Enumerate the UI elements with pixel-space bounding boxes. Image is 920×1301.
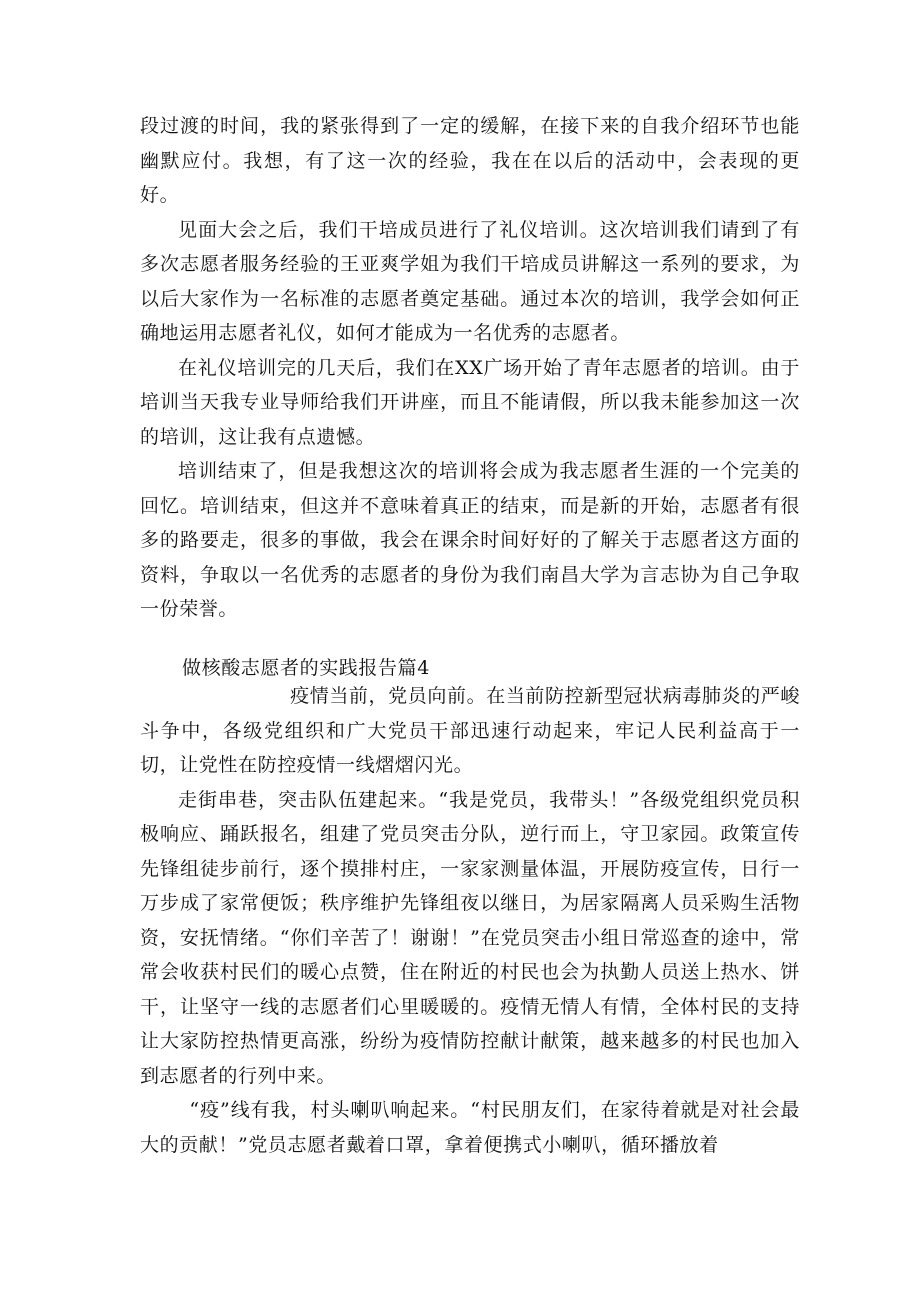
text-block-bottom bbox=[140, 679, 800, 1162]
text-block-top bbox=[140, 109, 800, 627]
paragraph: 培训结束了，但是我想这次的培训将会成为我志愿者生涯的一个完美的回忆。培训结束，但这并不意味着真正的结束，而是新的开始，志愿者有很多的路要走，很多的事做，我会在课余时间好好的了解关于志愿者这方面的资料，争取以一名优秀的志愿者的身份为我们南昌大学为言志协为自己争取一份荣誉。 bbox=[140, 460, 800, 620]
paragraph: 疫情当前，党员向前。在当前防控新型冠状病毒肺炎的严峻斗争中，各级党组织和广大党员干部迅速行动起来，牢记人民利益高于一切，让党性在防控疫情一线熠熠闪光。 bbox=[140, 685, 800, 776]
paragraph: 见面大会之后，我们干培成员进行了礼仪培训。这次培训我们请到了有多次志愿者服务经验的王亚爽学姐为我们干培成员讲解这一系列的要求，为以后大家作为一名标准的志愿者奠定基础。通过本次的培训，我学会如何正确地运用志愿者礼仪，如何才能成为一名优秀的志愿者。 bbox=[140, 218, 800, 344]
paragraph: 在礼仪培训完的几天后，我们在XX广场开始了青年志愿者的培训。由于培训当天我专业导师给我们开讲座，而且不能请假，所以我未能参加这一次的培训，这让我有点遗憾。 bbox=[140, 356, 800, 448]
paragraph: “疫”线有我，村头喇叭响起来。“村民朋友们，在家待着就是对社会最大的贡献！”党员志愿者戴着口罩，拿着便携式小喇叭，循环播放着 bbox=[140, 1099, 800, 1156]
section-heading: 做核酸志愿者的实践报告篇4 bbox=[182, 657, 430, 679]
paragraph: 走街串巷，突击队伍建起来。“我是党员，我带头！”各级党组织党员积极响应、踊跃报名，组建了党员突击分队，逆行而上，守卫家园。政策宣传先锋组徒步前行，逐个摸排村庄，一家家测量体温，开展防疫宣传，日行一万步成了家常便饭；秩序维护先锋组夜以继日，为居家隔离人员采购生活物资，安抚情绪。“你们辛苦了！谢谢！”在党员突击小组日常巡查的途中，常常会收获村民们的暖心点赞，住在附近的村民也会为执勤人员送上热水、饼干，让坚守一线的志愿者们心里暖暖的。疫情无情人有情，全体村民的支持让大家防控热情更高涨，纷纷为疫情防控献计献策，越来越多的村民也加入到志愿者的行列中来。 bbox=[140, 788, 800, 1087]
paragraph: 段过渡的时间，我的紧张得到了一定的缓解，在接下来的自我介绍环节也能幽默应付。我想，有了这一次的经验，我在在以后的活动中，会表现的更好。 bbox=[140, 115, 800, 206]
